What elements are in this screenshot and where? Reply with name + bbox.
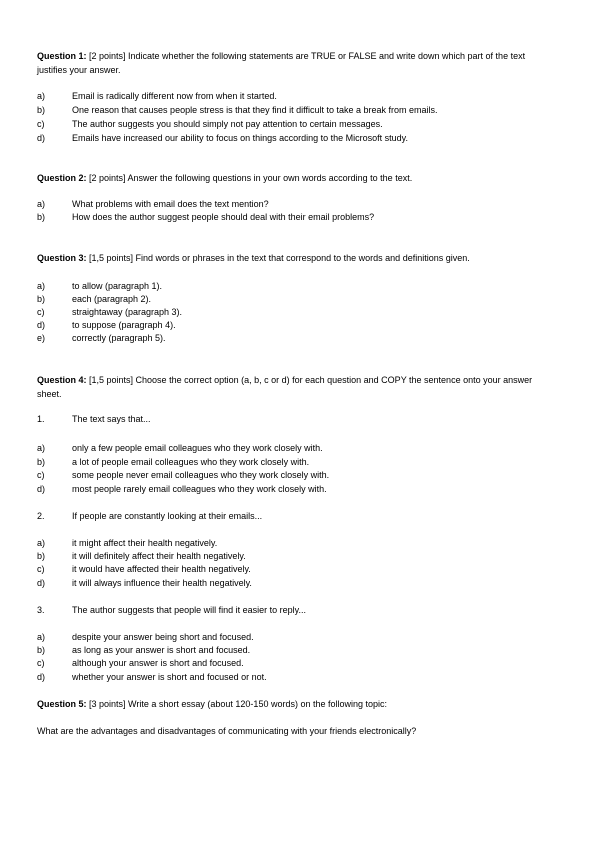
option-text: despite your answer being short and focused. [72, 632, 254, 642]
option-marker: b) [37, 551, 46, 561]
q3-item-a [37, 280, 162, 294]
option-text: it would have affected their health negatively. [72, 564, 251, 574]
q4-2-option-c [37, 563, 251, 577]
q3-item-d [37, 319, 176, 333]
question-1-label: Question 1: [37, 51, 87, 61]
question-2-label: Question 2: [37, 173, 87, 183]
option-marker: b) [37, 457, 46, 467]
item-text: What problems with email does the text mention? [72, 199, 269, 209]
question-1-prompt [37, 50, 557, 77]
option-text: most people rarely email colleagues who they work closely with. [72, 484, 327, 494]
item-text: Emails have increased our ability to focus on things according to the Microsoft study. [72, 133, 409, 143]
item-text: straightaway (paragraph 3). [72, 307, 183, 317]
item-text: correctly (paragraph 5). [72, 333, 166, 343]
option-marker: d) [37, 484, 46, 494]
item-marker: a) [37, 281, 46, 291]
question-3-prompt [37, 252, 557, 266]
q4-subquestion-3-stem [37, 604, 306, 618]
question-5-topic: What are the advantages and disadvantages of communicating with your friends electronically? [37, 726, 417, 736]
option-marker: a) [37, 632, 46, 642]
q4-3-option-d [37, 671, 267, 685]
option-text: as long as your answer is short and focused. [72, 645, 251, 655]
q4-1-option-d [37, 483, 327, 497]
q4-1-option-a [37, 442, 323, 456]
item-text: Email is radically different now from when it started. [72, 91, 277, 101]
item-marker: c) [37, 119, 45, 129]
item-text: One reason that causes people stress is that they find it difficult to take a break from emails. [72, 105, 438, 115]
subquestion-number: 2. [37, 511, 45, 521]
item-marker: b) [37, 105, 46, 115]
option-marker: c) [37, 470, 45, 480]
option-text: a lot of people email colleagues who they work closely with. [72, 457, 310, 467]
q4-2-option-b [37, 550, 246, 564]
subquestion-text: The text says that... [72, 414, 151, 424]
q1-item-a [37, 90, 277, 104]
q4-3-option-b [37, 644, 250, 658]
question-4-instructions: [1,5 points] Choose the correct option (a, b, c or d) for each question and COPY the sentence onto your answer sheet. [37, 375, 533, 399]
q1-item-b [37, 104, 438, 118]
option-text: whether your answer is short and focused or not. [72, 672, 267, 682]
q4-2-option-a [37, 537, 217, 551]
q2-item-a [37, 198, 269, 212]
option-marker: a) [37, 443, 46, 453]
item-text: each (paragraph 2). [72, 294, 152, 304]
option-marker: c) [37, 658, 45, 668]
option-marker: d) [37, 672, 46, 682]
option-text: only a few people email colleagues who they work closely with. [72, 443, 323, 453]
option-text: it will always influence their health negatively. [72, 578, 252, 588]
q4-subquestion-1-stem [37, 413, 151, 427]
subquestion-text: The author suggests that people will find it easier to reply... [72, 605, 306, 615]
q4-3-option-c [37, 657, 244, 671]
q3-item-e [37, 332, 166, 346]
question-1-instructions: [2 points] Indicate whether the following statements are TRUE or FALSE and write down which part of the text justifies your answer. [37, 51, 526, 75]
item-text: The author suggests you should simply not pay attention to certain messages. [72, 119, 383, 129]
item-marker: a) [37, 199, 46, 209]
question-4-label: Question 4: [37, 375, 87, 385]
item-marker: e) [37, 333, 46, 343]
question-5-prompt [37, 698, 557, 712]
option-marker: a) [37, 538, 46, 548]
option-marker: b) [37, 645, 46, 655]
item-marker: a) [37, 91, 46, 101]
option-marker: c) [37, 564, 45, 574]
item-text: How does the author suggest people should deal with their email problems? [72, 212, 375, 222]
option-marker: d) [37, 578, 46, 588]
subquestion-text: If people are constantly looking at their emails... [72, 511, 263, 521]
item-marker: d) [37, 320, 46, 330]
question-3-instructions: [1,5 points] Find words or phrases in the text that correspond to the words and definitions given. [86, 253, 470, 263]
q3-item-c [37, 306, 182, 320]
q1-item-d [37, 132, 408, 146]
item-text: to suppose (paragraph 4). [72, 320, 176, 330]
q4-1-option-c [37, 469, 329, 483]
item-marker: d) [37, 133, 46, 143]
q3-item-b [37, 293, 151, 307]
q1-item-c [37, 118, 383, 132]
subquestion-number: 3. [37, 605, 45, 615]
item-marker: b) [37, 294, 46, 304]
q4-2-option-d [37, 577, 252, 591]
subquestion-number: 1. [37, 414, 45, 424]
question-5-label: Question 5: [37, 699, 87, 709]
q4-3-option-a [37, 631, 254, 645]
q2-item-b [37, 211, 374, 225]
item-marker: c) [37, 307, 45, 317]
question-4-prompt [37, 374, 557, 401]
question-2-prompt [37, 172, 557, 186]
q4-1-option-b [37, 456, 309, 470]
option-text: it will definitely affect their health negatively. [72, 551, 246, 561]
question-2-instructions: [2 points] Answer the following questions in your own words according to the text. [86, 173, 413, 183]
item-marker: b) [37, 212, 46, 222]
option-text: some people never email colleagues who they work closely with. [72, 470, 330, 480]
item-text: to allow (paragraph 1). [72, 281, 163, 291]
question-3-label: Question 3: [37, 253, 87, 263]
question-5-instructions: [3 points] Write a short essay (about 120-150 words) on the following topic: [86, 699, 388, 709]
q4-subquestion-2-stem [37, 510, 262, 524]
option-text: although your answer is short and focused. [72, 658, 244, 668]
option-text: it might affect their health negatively. [72, 538, 218, 548]
